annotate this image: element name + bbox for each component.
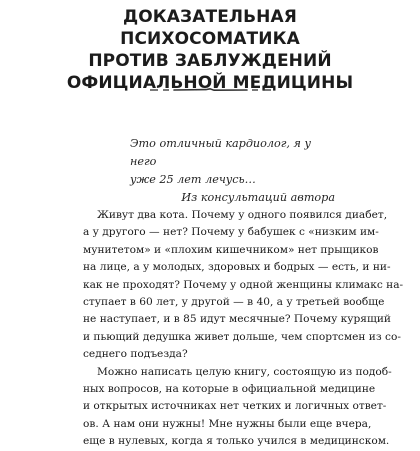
body-line: и открытых источниках нет четких и логичных ответ- [83, 400, 387, 413]
chapter-title-line: ДОКАЗАТЕЛЬНАЯ [123, 7, 297, 27]
body-line: на лице, а у молодых, здоровых и бодрых — есть, и ни- [83, 261, 391, 274]
body-line: еще в нулевых, когда я только учился в медицинском. [83, 435, 390, 448]
body-line: ных вопросов, на которые в официальной медицине [83, 383, 376, 396]
epigraph-source: Из консультаций автора [181, 191, 335, 204]
chapter-title-line: ПРОТИВ ЗАБЛУЖДЕНИЙ [88, 51, 332, 71]
body-line: и пьющий дедушка живет дольше, чем спортсмен из со- [83, 330, 401, 343]
body-line: Можно написать целую книгу, состоящую из подоб- [97, 365, 392, 378]
body-line: не наступает, и в 85 идут месячные? Почему курящий [83, 313, 391, 326]
chapter-title-line: ОФИЦИАЛЬНОЙ МЕДИЦИНЫ [66, 73, 354, 93]
chapter-title-line: ПСИХОСОМАТИКА [120, 29, 300, 49]
chapter-title [0, 6, 420, 94]
body-text [83, 207, 404, 451]
epigraph [130, 135, 335, 207]
epigraph-quote: Это отличный кардиолог, я у него уже 25 лет лечусь… [130, 137, 311, 186]
body-line: Живут два кота. Почему у одного появился диабет, [97, 209, 388, 221]
body-line: седнего подъезда? [83, 348, 188, 361]
body-line: мунитетом» и «плохим кишечником» нет прыщиков [83, 243, 379, 256]
dashed-divider-ornament-icon [148, 85, 273, 95]
body-line: ступает в 60 лет, у другой — в 40, а у третьей вообще [83, 296, 385, 309]
body-line: как не проходят? Почему у одной женщины климакс на- [83, 278, 404, 291]
body-line: а у другого — нет? Почему у бабушек с «низким им- [83, 226, 379, 239]
body-line: ов. А нам они нужны! Мне нужны были еще вчера, [83, 417, 372, 430]
